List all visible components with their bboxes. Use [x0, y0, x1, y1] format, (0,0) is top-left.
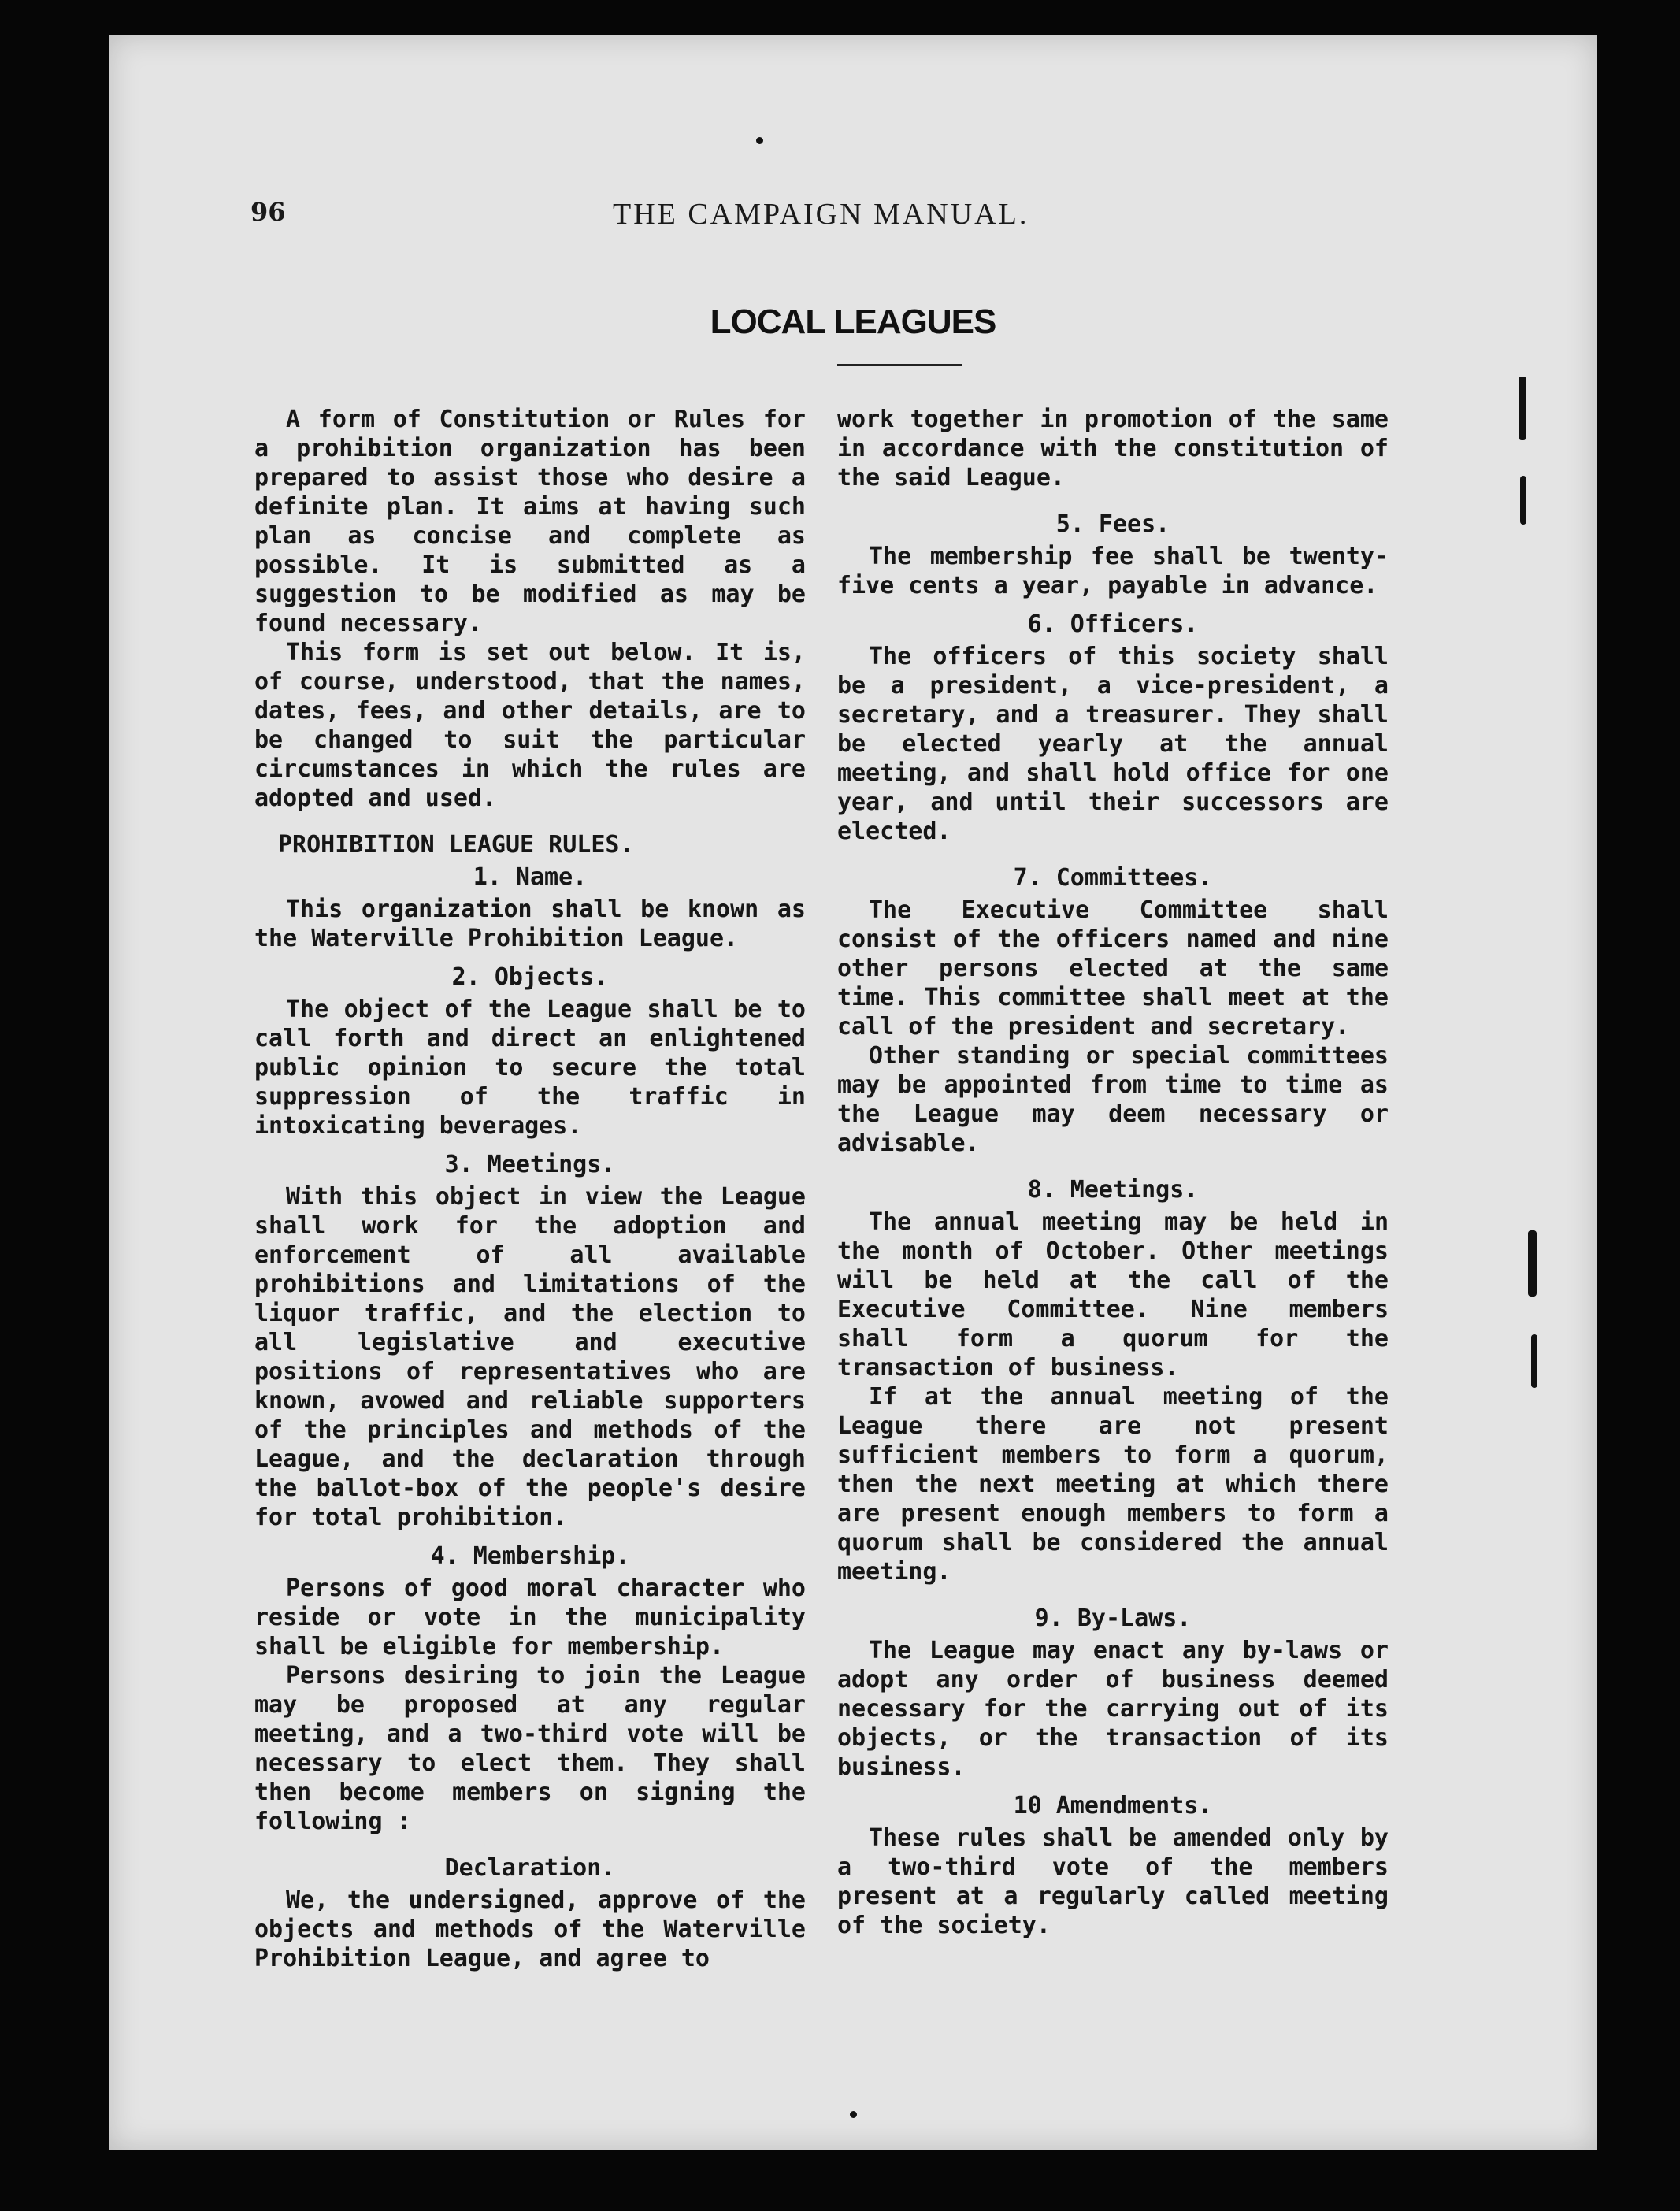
running-head	[109, 197, 1597, 244]
section-heading-meetings: 3. Meetings.	[444, 1151, 616, 1178]
section-text-fees: The membership fee shall be twenty-five cents a year, payable in advance.	[837, 543, 1389, 599]
rules-heading: PROHIBITION LEAGUE RULES.	[278, 831, 634, 859]
section-heading-amendments: 10 Amendments.	[1013, 1792, 1213, 1820]
title-rule	[837, 364, 962, 366]
section-heading-membership: 4. Membership.	[430, 1542, 630, 1570]
left-column	[254, 405, 806, 1973]
continued-text: work together in promotion of the same in accordance with the constitution of the said League.	[837, 406, 1389, 492]
right-column	[837, 405, 1389, 1940]
running-title: THE CAMPAIGN MANUAL.	[613, 198, 1029, 231]
section-text-meetings: With this object in view the League shall work for the adoption and enforcement of all available prohibitions and limitations of the liquor traffic, and the election to all legislative and executive positions of representatives who are known, avowed and reliable supporters of the principles and methods of the League, and the declaration through the ballot-box of the people's desire for total prohibition.	[254, 1183, 806, 1531]
section-text-amendments: These rules shall be amended only by a two-third vote of the members present at a regularly called meeting of the society.	[837, 1824, 1389, 1939]
section-text-name: This organization shall be known as the Waterville Prohibition League.	[254, 896, 806, 952]
intro-paragraph-2: This form is set out below. It is, of course, understood, that the names, dates, fees, and other details, are to be changed to suit the particular circumstances in which the rules are adopted and used.	[254, 639, 806, 812]
bottom-dot-mark	[850, 2111, 857, 2118]
scan-artifact-mark-4	[1531, 1334, 1537, 1388]
section-text-meetings-right-1: The annual meeting may be held in the month of October. Other meetings will be held at the call of the Executive Committee. Nine members shall form a quorum for the transaction of business.	[837, 1208, 1389, 1382]
declaration-text: We, the undersigned, approve of the objects and methods of the Waterville Prohibition League, and agree to	[254, 1886, 806, 1972]
section-heading-bylaws: 9. By-Laws.	[1034, 1604, 1192, 1632]
scan-artifact-mark-3	[1528, 1230, 1537, 1297]
scan-artifact-mark-2	[1520, 476, 1526, 525]
section-text-officers: The officers of this society shall be a president, a vice-president, a secretary, and a treasurer. They shall be elected yearly at the annual meeting, and shall hold office for one year, and until their successors are elected.	[837, 643, 1389, 845]
section-text-membership-1: Persons of good moral character who reside or vote in the municipality shall be eligible for membership.	[254, 1575, 806, 1660]
section-text-bylaws: The League may enact any by-laws or adopt any order of business deemed necessary for the carrying out of its objects, or the transaction of its business.	[837, 1637, 1389, 1781]
section-text-committees-2: Other standing or special committees may be appointed from time to time as the League may deem necessary or advisable.	[837, 1042, 1389, 1157]
intro-paragraph-1: A form of Constitution or Rules for a prohibition organization has been prepared to assist those who desire a definite plan. It aims at having such plan as concise and complete as possible. It is submitted as a suggestion to be modified as may be found necessary.	[254, 406, 806, 637]
section-text-meetings-right-2: If at the annual meeting of the League there are not present sufficient members to form a quorum, then the next meeting at which there are present enough members to form a quorum shall be considered the annual meeting.	[837, 1383, 1389, 1586]
section-text-committees-1: The Executive Committee shall consist of the officers named and nine other persons elected at the same time. This committee shall meet at the call of the president and secretary.	[837, 896, 1389, 1041]
declaration-heading: Declaration.	[444, 1854, 616, 1882]
section-heading-committees: 7. Committees.	[1013, 864, 1213, 892]
page-number: 96	[250, 197, 286, 227]
scan-artifact-mark-1	[1519, 377, 1526, 440]
section-heading-fees: 5. Fees.	[1055, 510, 1170, 538]
section-heading-meetings-right: 8. Meetings.	[1027, 1176, 1199, 1204]
section-heading-officers: 6. Officers.	[1027, 610, 1199, 638]
section-text-objects: The object of the League shall be to call forth and direct an enlightened public opinion to secure the total suppression of the traffic in intoxicating beverages.	[254, 996, 806, 1140]
page-title: LOCAL LEAGUES	[710, 302, 996, 341]
section-heading-objects: 2. Objects.	[451, 963, 609, 991]
section-heading-name: 1. Name.	[473, 863, 588, 891]
top-dot-mark	[756, 137, 763, 144]
scanned-page	[109, 35, 1597, 2150]
section-text-membership-2: Persons desiring to join the League may be proposed at any regular meeting, and a two-third vote will be necessary to elect them. They shall then become members on signing the following :	[254, 1662, 806, 1835]
